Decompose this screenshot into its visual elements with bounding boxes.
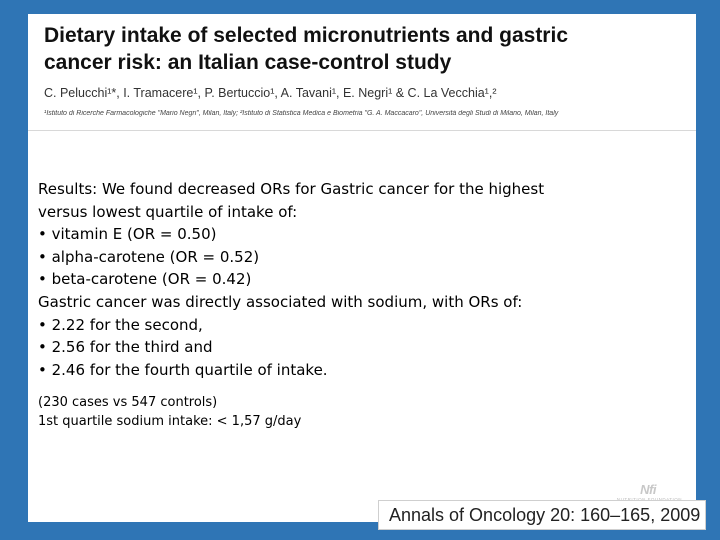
title-line-1: Dietary intake of selected micronutrients and gastric bbox=[44, 24, 568, 47]
results-line: Results: We found decreased ORs for Gastric cancer for the highest bbox=[38, 180, 545, 198]
note-line: 1st quartile sodium intake: < 1,57 g/day bbox=[38, 413, 302, 429]
note-line: (230 cases vs 547 controls) bbox=[38, 395, 218, 410]
journal-citation: Annals of Oncology 20: 160–165, 2009 bbox=[378, 500, 706, 530]
article-title bbox=[44, 22, 684, 76]
article-authors: C. Pelucchi¹*, I. Tramacere¹, P. Bertuccio¹, A. Tavani¹, E. Negri¹ & C. La Vecchia¹,² bbox=[44, 86, 497, 100]
results-bullet: • alpha-carotene (OR = 0.52) bbox=[38, 247, 260, 266]
article-affiliations: ¹Istituto di Ricerche Farmacologiche "Mario Negri", Milan, Italy; ²Istituto di Statistica Medica e Biometria "G. A. Maccacaro", Università degli Studi di Milano, Milan, Italy bbox=[44, 110, 559, 117]
results-line: Gastric cancer was directly associated with sodium, with ORs of: bbox=[38, 292, 523, 311]
study-note bbox=[38, 394, 688, 431]
results-bullet: • vitamin E (OR = 0.50) bbox=[38, 225, 217, 244]
results-text bbox=[38, 178, 688, 381]
results-bullet: • beta-carotene (OR = 0.42) bbox=[38, 270, 252, 289]
logo-mark: Nfi bbox=[640, 482, 656, 497]
results-bullet: • 2.56 for the third and bbox=[38, 338, 213, 357]
header-divider bbox=[28, 130, 696, 131]
results-bullet: • 2.46 for the fourth quartile of intake. bbox=[38, 360, 328, 379]
results-line: versus lowest quartile of intake of: bbox=[38, 202, 298, 221]
title-line-2: cancer risk: an Italian case-control study bbox=[44, 51, 452, 74]
results-bullet: • 2.22 for the second, bbox=[38, 315, 203, 334]
